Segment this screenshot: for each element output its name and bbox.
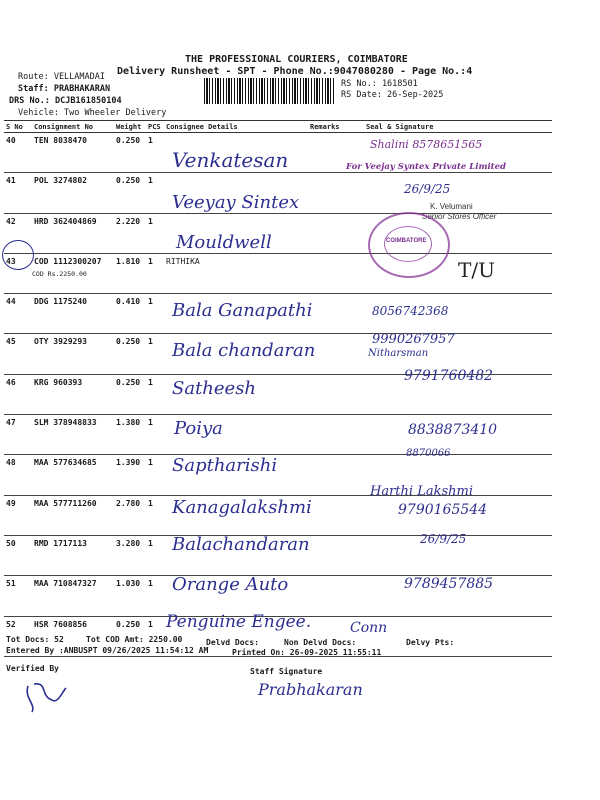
col-remarks: Remarks bbox=[308, 121, 364, 133]
cod-amount-note: COD Rs.2250.00 bbox=[32, 269, 87, 278]
row-sno: 52 bbox=[4, 616, 32, 656]
col-weight: Weight bbox=[114, 121, 146, 133]
row-pcs: 1 bbox=[146, 616, 164, 656]
company-name: THE PROFESSIONAL COURIERS, COIMBATORE bbox=[185, 54, 408, 65]
rs-date: RS Date: 26-Sep-2025 bbox=[341, 90, 444, 100]
row-weight: 0.250 bbox=[114, 334, 146, 374]
row-weight: 0.250 bbox=[114, 374, 146, 414]
handwritten-name: Bala Ganapathi bbox=[172, 300, 313, 321]
row-sno: 46 bbox=[4, 374, 32, 414]
row-weight: 2.780 bbox=[114, 495, 146, 535]
signature: Nitharsman bbox=[368, 348, 429, 359]
signature: 26/9/25 bbox=[404, 182, 451, 196]
verified-by-label: Verified By bbox=[6, 664, 59, 673]
row-weight: 1.030 bbox=[114, 576, 146, 616]
signatory-name: K. Velumani bbox=[430, 202, 473, 211]
row-remarks bbox=[308, 495, 364, 535]
handwritten-name: Saptharishi bbox=[172, 455, 278, 476]
delivered-docs: Delvd Docs: bbox=[206, 638, 259, 647]
row-remarks bbox=[308, 294, 364, 334]
row-pcs: 1 bbox=[146, 133, 164, 173]
row-remarks bbox=[308, 415, 364, 455]
signature: Shalini 8578651565 bbox=[370, 138, 483, 151]
total-docs: Tot Docs: 52 bbox=[6, 635, 64, 644]
row-weight: 1.380 bbox=[114, 415, 146, 455]
signature: Conn bbox=[350, 620, 388, 636]
handwritten-name: Venkatesan bbox=[172, 148, 289, 172]
row-sno: 41 bbox=[4, 173, 32, 213]
total-cod-amount: Tot COD Amt: 2250.00 bbox=[86, 635, 183, 644]
seal-text: COIMBATORE bbox=[386, 238, 427, 244]
row-weight: 0.250 bbox=[114, 133, 146, 173]
row-pcs: 1 bbox=[146, 334, 164, 374]
handwritten-name: Orange Auto bbox=[172, 574, 289, 595]
col-seal: Seal & Signature bbox=[364, 121, 552, 133]
row-weight: 0.250 bbox=[114, 616, 146, 656]
row-remarks bbox=[308, 213, 364, 253]
handwritten-name: Veeyay Sintex bbox=[172, 192, 300, 213]
circle-mark bbox=[2, 240, 34, 270]
signature: Harthi Lakshmi bbox=[370, 484, 473, 499]
signature: 9789457885 bbox=[404, 576, 494, 592]
handwritten-name: Mouldwell bbox=[176, 232, 272, 253]
entered-by: Entered By :ANBUSPT 09/26/2025 11:54:12 AM bbox=[6, 646, 209, 655]
handwritten-name: Penguine Engee. bbox=[166, 612, 312, 632]
col-sno: S No bbox=[4, 121, 32, 133]
barcode bbox=[204, 78, 336, 104]
row-remarks bbox=[308, 173, 364, 213]
handwritten-name: Satheesh bbox=[172, 378, 257, 399]
row-pcs: 1 bbox=[146, 294, 164, 334]
row-remarks bbox=[308, 334, 364, 374]
signature: T/U bbox=[458, 258, 495, 282]
handwritten-name: Kanagalakshmi bbox=[172, 497, 312, 518]
row-pcs: 1 bbox=[146, 374, 164, 414]
row-sno: 44 bbox=[4, 294, 32, 334]
signature: 9791760482 bbox=[404, 368, 494, 384]
row-weight: 1.390 bbox=[114, 455, 146, 495]
row-consignment: MAA 710847327 bbox=[32, 576, 114, 616]
handwritten-name: Bala chandaran bbox=[172, 340, 316, 361]
row-consignment: SLM 378948833 bbox=[32, 415, 114, 455]
col-consignment: Consignment No bbox=[32, 121, 114, 133]
staff-signature-label: Staff Signature bbox=[250, 667, 323, 676]
row-weight: 3.280 bbox=[114, 535, 146, 575]
row-sno: 49 bbox=[4, 495, 32, 535]
drs-number: DRS No.: DCJB161850104 bbox=[9, 96, 122, 106]
row-remarks bbox=[308, 455, 364, 495]
handwritten-name: Poiya bbox=[174, 418, 223, 439]
vehicle: Vehicle: Two Wheeler Delivery bbox=[18, 108, 167, 118]
row-consignment: MAA 577711260 bbox=[32, 495, 114, 535]
row-weight: 1.810 bbox=[114, 253, 146, 293]
row-consignment: MAA 577634685 bbox=[32, 455, 114, 495]
signatory-title: Senior Stores Officer bbox=[422, 212, 497, 221]
row-pcs: 1 bbox=[146, 253, 164, 293]
row-remarks bbox=[308, 576, 364, 616]
handwritten-name: Balachandaran bbox=[172, 534, 310, 555]
row-consignee: RITHIKA bbox=[164, 253, 308, 293]
row-sno: 48 bbox=[4, 455, 32, 495]
row-remarks bbox=[308, 535, 364, 575]
row-pcs: 1 bbox=[146, 576, 164, 616]
non-delivered-docs: Non Delvd Docs: bbox=[284, 638, 357, 647]
row-pcs: 1 bbox=[146, 535, 164, 575]
row-weight: 2.220 bbox=[114, 213, 146, 253]
route: Route: VELLAMADAI bbox=[18, 72, 105, 82]
row-pcs: 1 bbox=[146, 213, 164, 253]
row-consignment bbox=[32, 253, 114, 293]
row-sno: 50 bbox=[4, 535, 32, 575]
row-sno: 40 bbox=[4, 133, 32, 173]
row-sno: 43 bbox=[4, 253, 32, 293]
row-sno: 47 bbox=[4, 415, 32, 455]
row-pcs: 1 bbox=[146, 495, 164, 535]
signature: 9790165544 bbox=[398, 502, 488, 518]
row-consignment: POL 3274802 bbox=[32, 173, 114, 213]
row-consignment: RMD 1717113 bbox=[32, 535, 114, 575]
row-consignment: HSR 7608856 bbox=[32, 616, 114, 656]
row-pcs: 1 bbox=[146, 415, 164, 455]
delivery-points: Delvy Pts: bbox=[406, 638, 455, 647]
col-pcs: PCS bbox=[146, 121, 164, 133]
col-consignee: Consignee Details bbox=[164, 121, 308, 133]
staff: Staff: PRABHAKARAN bbox=[18, 84, 111, 94]
table-header-row bbox=[4, 121, 552, 133]
row-pcs: 1 bbox=[146, 455, 164, 495]
company-stamp-text: For Veejay Syntex Private Limited bbox=[346, 162, 506, 172]
row-sno: 42 bbox=[4, 213, 32, 253]
row-consignment: OTY 3929293 bbox=[32, 334, 114, 374]
row-weight: 0.250 bbox=[114, 173, 146, 213]
row-sno: 51 bbox=[4, 576, 32, 616]
signature: 8056742368 bbox=[372, 304, 449, 318]
row-pcs: 1 bbox=[146, 173, 164, 213]
printed-on: Printed On: 26-09-2025 11:55:11 bbox=[232, 648, 382, 657]
row-remarks bbox=[308, 253, 364, 293]
signature: 8870066 bbox=[406, 448, 451, 459]
row-consignment: KRG 960393 bbox=[32, 374, 114, 414]
row-consignment: TEN 8038470 bbox=[32, 133, 114, 173]
rs-number: RS No.: 1618501 bbox=[341, 79, 418, 89]
row-sno: 45 bbox=[4, 334, 32, 374]
row-seal bbox=[364, 616, 552, 656]
verified-signature bbox=[22, 678, 72, 718]
staff-signature: Prabhakaran bbox=[258, 680, 363, 699]
signature: 8838873410 bbox=[408, 422, 498, 438]
round-seal-stamp bbox=[368, 212, 450, 278]
signature: 9990267957 bbox=[372, 332, 455, 347]
signature: 26/9/25 bbox=[420, 532, 467, 546]
row-weight: 0.410 bbox=[114, 294, 146, 334]
seal-inner-ring bbox=[384, 226, 432, 262]
consignment-number: COD 1112300207 bbox=[34, 256, 102, 266]
runsheet-subtitle: Delivery Runsheet - SPT - Phone No.:9047080280 - Page No.:4 bbox=[117, 66, 473, 77]
row-consignment: DDG 1175240 bbox=[32, 294, 114, 334]
row-consignment: HRD 362404869 bbox=[32, 213, 114, 253]
row-remarks bbox=[308, 374, 364, 414]
